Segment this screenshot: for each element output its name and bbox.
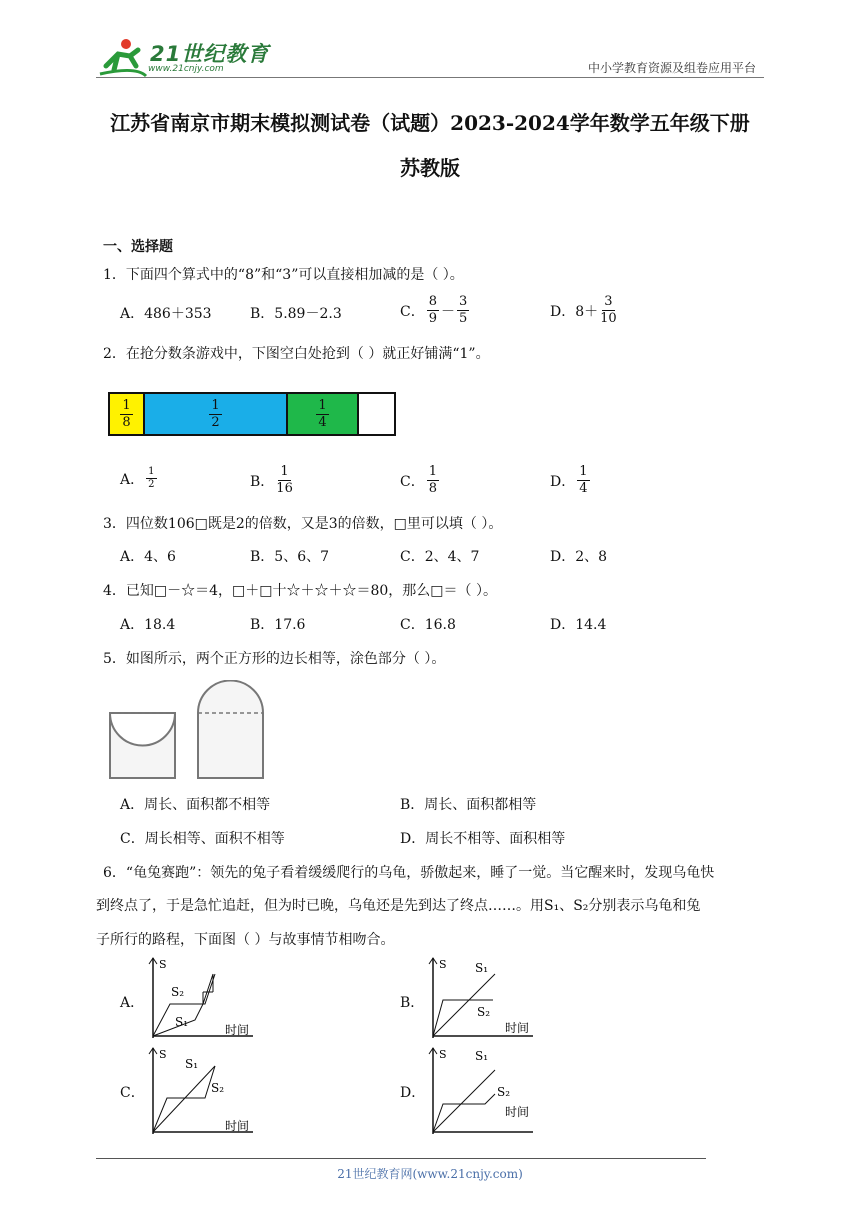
- q5-option-d[interactable]: D．周长不相等、面积相等: [400, 831, 566, 847]
- q6-b-axis-y: S: [439, 958, 447, 971]
- q6-d-axis-y: S: [439, 1048, 447, 1061]
- question-2-stem: 2．在抢分数条游戏中，下图空白处抢到（ ）就正好铺满“1”。: [103, 346, 490, 362]
- q1-c-label: C．: [400, 303, 425, 320]
- q6-b-s2: S₂: [477, 1005, 491, 1019]
- question-3-stem: 3．四位数106□既是2的倍数，又是3的倍数，□里可以填（ ）。: [103, 516, 503, 532]
- q6-a-axis-y: S: [159, 958, 167, 971]
- fraction-strip: [108, 392, 396, 436]
- strip-segment-blank: [359, 394, 394, 434]
- platform-label: 中小学教育资源及组卷应用平台: [587, 61, 756, 75]
- question-1-stem: 1．下面四个算式中的“8”和“3”可以直接相加减的是（ ）。: [103, 267, 464, 283]
- q2-a-label: A．: [120, 471, 145, 488]
- strip-segment-quarter: $\frac{1}{4}$: [288, 394, 359, 434]
- q1-d-fraction: $\frac{3}{10}$: [600, 294, 617, 326]
- q2-b-label: B．: [250, 473, 275, 490]
- q5-squares-figure: [108, 680, 278, 780]
- q1-option-c[interactable]: [400, 294, 471, 327]
- q1-option-d[interactable]: [550, 294, 619, 327]
- q3-option-d[interactable]: D．2、8: [550, 549, 608, 565]
- q4-option-a[interactable]: A．18.4: [120, 617, 176, 633]
- question-4-stem: 4．已知□－☆＝4，□＋□十☆＋☆＋☆＝80，那么□＝（ ）。: [103, 583, 497, 599]
- q1-option-a[interactable]: A．486＋353: [120, 306, 212, 322]
- q1-c-fraction-2: $\frac{3}{5}$: [459, 294, 468, 326]
- q1-option-b[interactable]: B．5.89－2.3: [250, 306, 342, 322]
- q6-a-s1: S₁: [175, 1015, 189, 1029]
- q6-b-s1: S₁: [475, 961, 489, 975]
- q5-option-b[interactable]: B．周长、面积都相等: [400, 797, 537, 813]
- q4-option-b[interactable]: B．17.6: [250, 617, 306, 633]
- header-divider: [96, 77, 764, 78]
- section-heading: 一、选择题: [103, 239, 173, 255]
- q6-a-axis-x: 时间: [225, 1023, 250, 1037]
- question-5-stem: 5．如图所示，两个正方形的边长相等，涂色部分（ ）。: [103, 651, 446, 667]
- q2-c-fraction: $\frac{1}{8}$: [428, 464, 437, 496]
- q6-graph-b: [425, 956, 535, 1040]
- q3-option-a[interactable]: A．4、6: [120, 549, 176, 565]
- q6-graph-c: [145, 1046, 255, 1136]
- q6-b-axis-x: 时间: [505, 1021, 530, 1035]
- q1-c-operator: －: [441, 303, 455, 320]
- footer-divider: [96, 1158, 706, 1159]
- strip-segment-half: $\frac{1}{2}$: [145, 394, 288, 434]
- q6-c-s2: S₂: [211, 1081, 225, 1095]
- logo-text: 21世纪教育: [150, 42, 270, 66]
- q2-a-fraction: $\frac{1}{2}$: [148, 466, 155, 490]
- q6-option-c[interactable]: C．: [120, 1085, 145, 1101]
- footer-link[interactable]: 21世纪教育网(www.21cnjy.com): [337, 1167, 523, 1181]
- q6-c-axis-x: 时间: [225, 1119, 250, 1133]
- q4-option-c[interactable]: C．16.8: [400, 617, 456, 633]
- q1-c-fraction-1: $\frac{8}{9}$: [428, 294, 437, 326]
- q2-d-label: D．: [550, 473, 576, 490]
- question-6-line2: 到终点了，于是急忙追赶，但为时已晚，乌龟还是先到达了终点……。用S₁、S₂分别表示乌龟和兔: [96, 898, 701, 914]
- logo-url: www.21cnjy.com: [148, 64, 224, 74]
- q2-c-label: C．: [400, 473, 425, 490]
- q5-option-a[interactable]: A．周长、面积都不相等: [120, 797, 271, 813]
- q1-d-label: D．8＋: [550, 303, 599, 320]
- q6-d-axis-x: 时间: [505, 1105, 530, 1119]
- q2-option-a[interactable]: [120, 466, 159, 491]
- q4-option-d[interactable]: D．14.4: [550, 617, 607, 633]
- q6-c-s1: S₁: [185, 1057, 199, 1071]
- q3-option-c[interactable]: C．2、4、7: [400, 549, 480, 565]
- q5-option-c[interactable]: C．周长相等、面积不相等: [120, 831, 285, 847]
- q6-a-s2: S₂: [171, 985, 185, 999]
- q6-graph-a: [145, 956, 255, 1040]
- q6-d-s1: S₁: [475, 1049, 489, 1063]
- q6-option-b[interactable]: B．: [400, 995, 425, 1011]
- page-title-line2: 苏教版: [400, 156, 460, 180]
- q6-option-d[interactable]: D．: [400, 1085, 426, 1101]
- q6-graph-d: [425, 1046, 535, 1136]
- page-title: 江苏省南京市期末模拟测试卷（试题）2023-2024学年数学五年级下册: [110, 111, 750, 135]
- q2-d-fraction: $\frac{1}{4}$: [579, 464, 588, 496]
- q2-option-d[interactable]: [550, 464, 592, 497]
- q2-option-c[interactable]: [400, 464, 441, 497]
- q6-c-axis-y: S: [159, 1048, 167, 1061]
- q2-b-fraction: $\frac{1}{16}$: [276, 464, 293, 496]
- q2-option-b[interactable]: [250, 464, 295, 497]
- strip-segment-eighth: $\frac{1}{8}$: [110, 394, 145, 434]
- question-6-line1: 6．“龟兔赛跑”：领先的兔子看着缓缓爬行的乌龟，骄傲起来，睡了一觉。当它醒来时，发现乌龟快: [103, 865, 715, 881]
- q6-option-a[interactable]: A．: [120, 995, 145, 1011]
- q3-option-b[interactable]: B．5、6、7: [250, 549, 330, 565]
- q6-d-s2: S₂: [497, 1085, 511, 1099]
- question-6-line3: 子所行的路程，下面图（ ）与故事情节相吻合。: [96, 932, 395, 948]
